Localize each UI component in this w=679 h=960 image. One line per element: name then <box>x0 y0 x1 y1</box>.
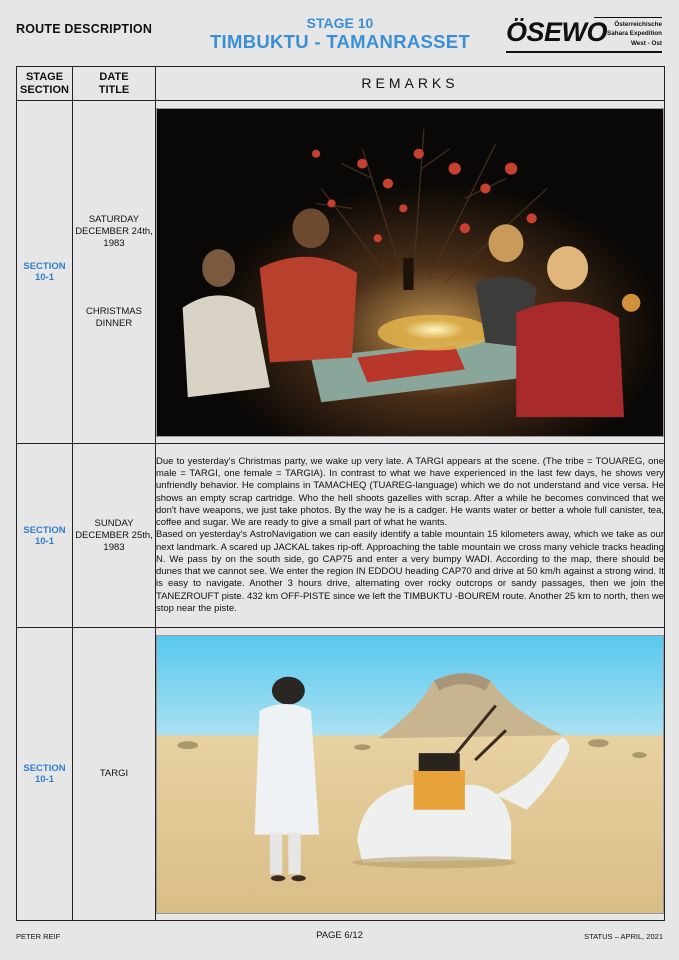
date-day: DECEMBER 24th, <box>75 226 153 237</box>
logo-sub-line-3: West - Ost <box>630 39 662 47</box>
table-row <box>17 628 665 921</box>
section-number: 10-1 <box>34 272 54 283</box>
logo-subtitle <box>607 20 662 48</box>
photo-cell <box>156 628 665 921</box>
date-weekday: SUNDAY <box>94 517 134 529</box>
title-block <box>73 768 155 780</box>
title-line-2: DINNER <box>95 318 133 329</box>
section-word: SECTION <box>23 524 66 536</box>
date-weekday: SATURDAY <box>88 214 140 225</box>
header-stage-line: STAGE <box>25 70 64 83</box>
route-table <box>16 66 665 921</box>
section-number: 10-1 <box>34 774 54 785</box>
section-label <box>17 628 73 921</box>
date-title-cell <box>73 628 156 921</box>
footer-page: PAGE 6/12 <box>316 930 363 941</box>
title-line-1: TARGI <box>99 768 129 779</box>
header-remarks: REMARKS <box>156 67 665 101</box>
date-block <box>73 214 155 250</box>
stage-heading <box>160 15 520 53</box>
header-stage-section <box>17 67 73 101</box>
section-word: SECTION <box>23 261 66 272</box>
date-title-cell <box>73 444 156 628</box>
section-label <box>17 101 73 444</box>
title-block <box>73 306 155 330</box>
header-title-line: TITLE <box>98 83 130 96</box>
date-title-cell <box>73 101 156 444</box>
logo-sub-line-1: Österreichische <box>614 21 662 28</box>
logo-rule-bottom <box>506 51 662 53</box>
table-row <box>17 444 665 628</box>
route-name: TIMBUKTU - TAMANRASSET <box>209 31 471 52</box>
christmas-dinner-image <box>157 109 663 436</box>
date-year: 1983 <box>103 541 125 553</box>
stage-number: STAGE 10 <box>306 15 374 31</box>
date-year: 1983 <box>103 238 125 249</box>
footer-author: PETER REIF <box>16 932 61 941</box>
targi-photo <box>156 635 664 914</box>
photo-cell <box>156 101 665 444</box>
header-section-line: SECTION <box>20 83 69 96</box>
logo-sub-line-2: Sahara Expedition <box>607 30 662 38</box>
remarks-paragraph-1: Due to yesterday's Christmas party, we wake up very late. A TARGI appears at the scene. (The tribe = TOUAREG, one male = TARGI, one female = TARGIA). In contrast to what we have experienced in the last few days, he shows very unfriendly behavior. He complains in TAMACHEQ (TUAREG-language) which we do not understand and vice versa. He shows an empty scrap cartridge. Who the hell shoots gazelles with scrap. After a while he becomes convinced that we don't have weapons, we just take photos. By the way he is a cadger. He wants water or better a whole full canister, tea, coffee and sugar. We are ready to give a small part of what he wants. <box>156 455 664 529</box>
title-line-1: CHRISTMAS <box>86 306 142 317</box>
osewo-logo <box>506 16 662 52</box>
route-description-title: ROUTE DESCRIPTION <box>16 22 153 36</box>
header-date-line: DATE <box>99 70 129 83</box>
footer-status: STATUS – APRIL, 2021 <box>584 932 663 941</box>
christmas-dinner-photo <box>156 108 664 437</box>
header-date-title <box>73 67 156 101</box>
date-day: DECEMBER 25th, <box>75 529 153 541</box>
remarks-text-cell <box>156 444 665 628</box>
section-number: 10-1 <box>34 535 54 547</box>
date-block <box>73 518 155 554</box>
section-label <box>17 444 73 628</box>
remarks-paragraph-2: Based on yesterday's AstroNavigation we can easily identify a table mountain 15 kilometers away, which we take as our next landmark. A scared up JACKAL takes rip-off. Approaching the table mountain we cross many vehicle tracks heading N. We pass by on the south side, go CAP75 and enter a very bumpy WADI. According to the map, there should be dunes that we cannot see. We enter the region IN EDDOU heading CAP70 and drive at 50 km/h against a strong wind. It is easy to navigate. Another 3 hours drive, alternating over rocky outcrops or sandy passages, then we join the TANEZROUFT piste. 432 km OFF-PISTE since we left the TIMBUKTU -BOUREM route. Another 25 km to north, then we stop near the piste. <box>156 529 664 614</box>
table-row <box>17 101 665 444</box>
targi-camel-image <box>157 636 663 913</box>
section-word: SECTION <box>23 763 66 774</box>
table-header-row <box>17 67 665 101</box>
logo-wordmark: ÖSEWO <box>506 17 608 47</box>
